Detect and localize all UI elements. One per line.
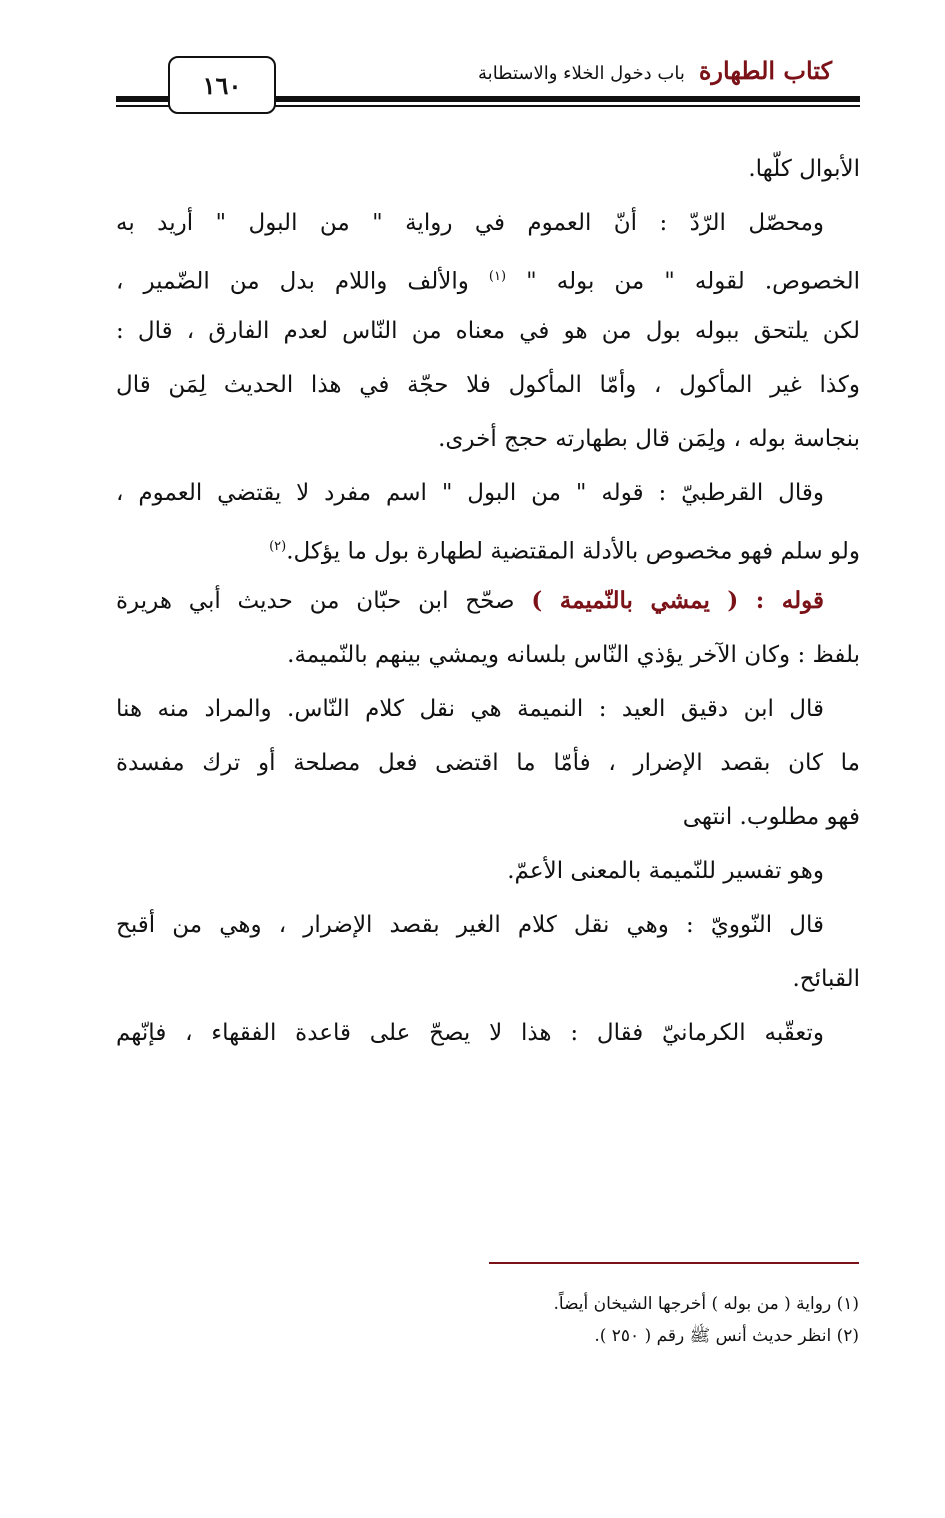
text-line: فهو مطلوب. انتهى — [682, 804, 860, 830]
text-line: الأبوال كلّها. — [748, 156, 860, 182]
text-segment: صحّح ابن حبّان من حديث أبي هريرة — [116, 588, 515, 614]
text-line — [116, 520, 860, 574]
footnotes — [115, 1288, 859, 1352]
text-line: القبائح. — [792, 966, 860, 992]
highlighted-phrase: قوله : ( يمشي بالنّميمة ) — [531, 587, 824, 614]
text-line: ما كان بقصد الإضرار ، فأمّا ما اقتضى فعل مصلحة أو ترك مفسدة — [116, 750, 860, 776]
text-line: بلفظ : وكان الآخر يؤذي النّاس بلسانه ويمشي بينهم بالنّميمة. — [287, 642, 860, 668]
text-line: قال ابن دقيق العيد : النميمة هي نقل كلام النّاس. والمراد منه هنا — [116, 696, 824, 722]
text-line: بنجاسة بوله ، ولِمَن قال بطهارته حجج أخرى. — [438, 426, 860, 452]
text-segment: والألف واللام بدل من الضّمير ، — [116, 268, 469, 295]
page-number: ١٦٠ — [168, 56, 276, 114]
text-line: وكذا غير المأكول ، وأمّا المأكول فلا حجّة في هذا الحديث لِمَن قال — [116, 372, 860, 398]
chapter-title: باب دخول الخلاء والاستطابة — [478, 63, 685, 84]
text-line: وقال القرطبيّ : قوله " من البول " اسم مفرد لا يقتضي العموم ، — [116, 480, 824, 506]
text-line — [116, 250, 860, 304]
text-line: لكن يلتحق ببوله بول من هو في معناه من النّاس لعدم الفارق ، قال : — [116, 318, 860, 344]
footnote-1: (١) رواية ( من بوله ) أخرجها الشيخان أيضاً. — [553, 1294, 859, 1314]
text-line: وهو تفسير للنّميمة بالمعنى الأعمّ. — [507, 858, 824, 884]
text-segment: ولو سلم فهو مخصوص بالأدلة المقتضية لطهارة بول ما يؤكل. — [286, 538, 860, 565]
text-line — [116, 574, 860, 628]
book-title: كتاب الطهارة — [698, 56, 832, 85]
text-line: وتعقّبه الكرمانيّ فقال : هذا لا يصحّ على قاعدة الفقهاء ، فإنّهم — [116, 1020, 824, 1046]
footnote-ref-1: (١) — [488, 269, 507, 284]
footnote-separator — [489, 1262, 859, 1264]
page-header — [116, 52, 860, 112]
main-text — [116, 142, 860, 1060]
running-title — [478, 56, 832, 85]
text-line: ومحصّل الرّدّ : أنّ العموم في رواية " من البول " أريد به — [116, 210, 824, 236]
footnote-2: (٢) انظر حديث أنس ﷺ رقم ( ٢٥٠ ). — [594, 1326, 859, 1346]
footnote-ref-2: (٢) — [269, 539, 287, 554]
text-segment: الخصوص. لقوله " من بوله " — [526, 268, 860, 295]
text-line: قال النّوويّ : وهي نقل كلام الغير بقصد الإضرار ، وهي من أقبح — [116, 912, 824, 938]
